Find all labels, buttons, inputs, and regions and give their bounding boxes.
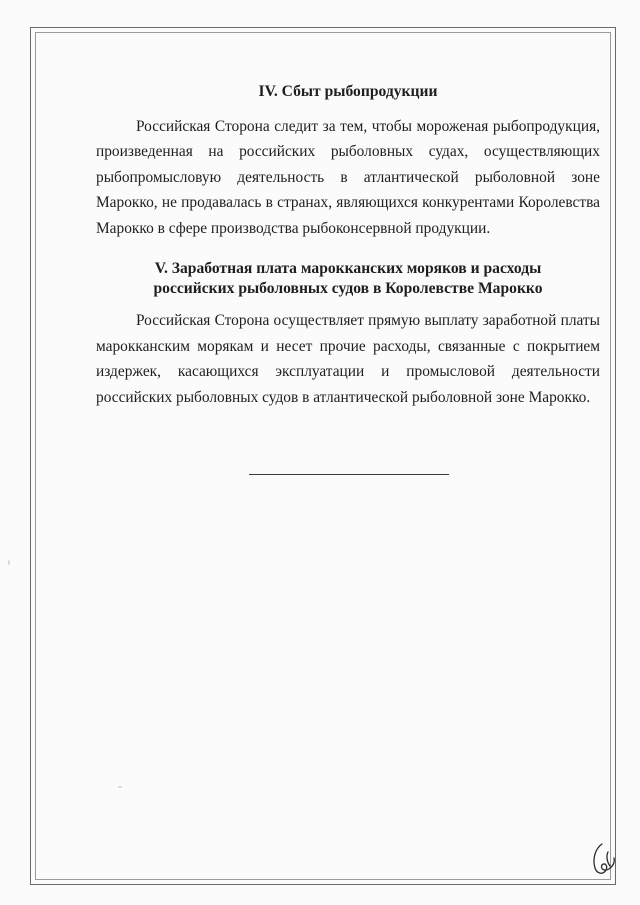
scan-artifact <box>118 786 122 788</box>
closing-divider-line <box>249 474 449 475</box>
section-5-heading-line-1: V. Заработная плата марокканских моряков и расходы <box>154 260 542 277</box>
initials-signature-icon <box>588 838 620 878</box>
section-5-paragraph: Российская Сторона осуществляет прямую выплату заработной платы марокканским морякам и несет прочие расходы, связанные с покрытием издержек, касающихся эксплуатации и промысловой деятельности российских рыболовных судов в атлантической рыболовной зоне Марокко. <box>96 312 600 406</box>
section-4-heading: IV. Сбыт рыбопродукции <box>258 83 438 100</box>
section-4-paragraph: Российская Сторона следит за тем, чтобы мороженая рыбопродукция, произведенная на российских рыболовных судах, осуществляющих рыбопромысловую деятельность в атлантической рыболовной зоне Марокко, не продавалась в странах, являющихся конкурентами Королевства Марокко в сфере производства рыбоконсервной продукции. <box>96 117 600 237</box>
scan-artifact <box>8 560 10 565</box>
section-5-heading <box>96 259 600 298</box>
section-5-heading-line-2: российских рыболовных судов в Королевстве Марокко <box>153 279 543 297</box>
document-body <box>96 82 600 410</box>
